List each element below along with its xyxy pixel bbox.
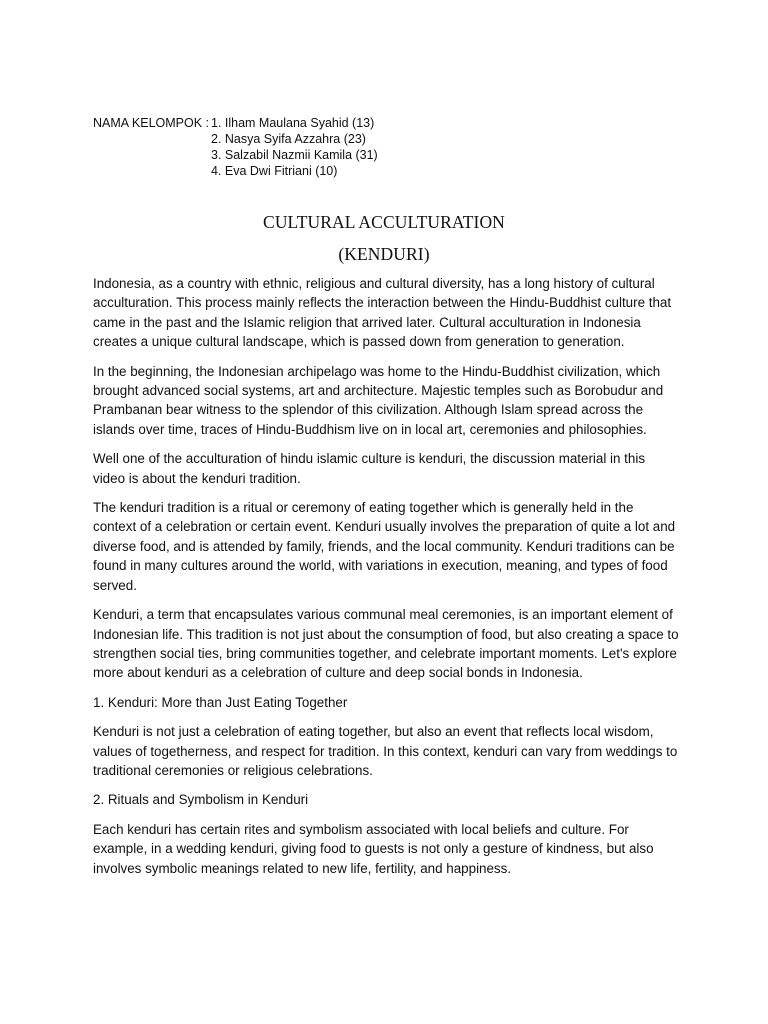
member-name: 4. Eva Dwi Fitriani (10) bbox=[211, 164, 338, 178]
document-subtitle: (KENDURI) bbox=[338, 244, 430, 264]
member-name: 1. Ilham Maulana Syahid (13) bbox=[211, 116, 375, 130]
document-body bbox=[93, 274, 679, 888]
paragraph: Kenduri, a term that encapsulates various communal meal ceremonies, is an important element of Indonesian life. This tradition is not just about the consumption of food, but also creating a space to strengthen social ties, bring communities together, and celebrate important moments. Let's explore more about kenduri as a celebration of culture and deep social bonds in Indonesia. bbox=[93, 607, 679, 681]
member-name: 2. Nasya Syifa Azzahra (23) bbox=[211, 132, 366, 146]
paragraph: The kenduri tradition is a ritual or ceremony of eating together which is generally held in the context of a celebration or certain event. Kenduri usually involves the preparation of quite a lot and diverse food, and is attended by family, friends, and the local community. Kenduri traditions can be found in many cultures around the world, with variations in execution, meaning, and types of food served. bbox=[93, 500, 676, 593]
member-row bbox=[93, 115, 378, 131]
paragraph: Well one of the acculturation of hindu islamic culture is kenduri, the discussion material in this video is about the kenduri tradition. bbox=[93, 451, 646, 486]
paragraph: Indonesia, as a country with ethnic, religious and cultural diversity, has a long history of cultural acculturation. This process mainly reflects the interaction between the Hindu-Buddhist culture that came in the past and the Islamic religion that arrived later. Cultural acculturation in Indonesia creates a unique cultural landscape, which is passed down from generation to generation. bbox=[93, 276, 672, 350]
paragraph: Each kenduri has certain rites and symbolism associated with local beliefs and culture. For example, in a wedding kenduri, giving food to guests is not only a gesture of kindness, but also involves symbolic meanings related to new life, fertility, and happiness. bbox=[93, 821, 654, 876]
member-name: 3. Salzabil Nazmii Kamila (31) bbox=[211, 148, 378, 162]
member-row bbox=[93, 163, 378, 179]
paragraph: In the beginning, the Indonesian archipelago was home to the Hindu-Buddhist civilization, which brought advanced social systems, art and architecture. Majestic temples such as Borobudur and Prambanan bear witness to the splendor of this civilization. Although Islam spread across the islands over time, traces of Hindu-Buddhism live on in local art, ceremonies and philosophies. bbox=[93, 363, 664, 437]
member-row bbox=[93, 147, 378, 163]
paragraph: Kenduri is not just a celebration of eating together, but also an event that reflects local wisdom, values of togetherness, and respect for tradition. In this context, kenduri can vary from weddings to traditional ceremonies or religious celebrations. bbox=[93, 724, 678, 778]
group-label: NAMA KELOMPOK : bbox=[93, 116, 210, 130]
group-members bbox=[93, 115, 378, 179]
section-heading: 2. Rituals and Symbolism in Kenduri bbox=[93, 792, 309, 808]
member-row bbox=[93, 131, 378, 147]
section-heading: 1. Kenduri: More than Just Eating Together bbox=[93, 694, 348, 710]
document-title: CULTURAL ACCULTURATION bbox=[263, 212, 505, 232]
